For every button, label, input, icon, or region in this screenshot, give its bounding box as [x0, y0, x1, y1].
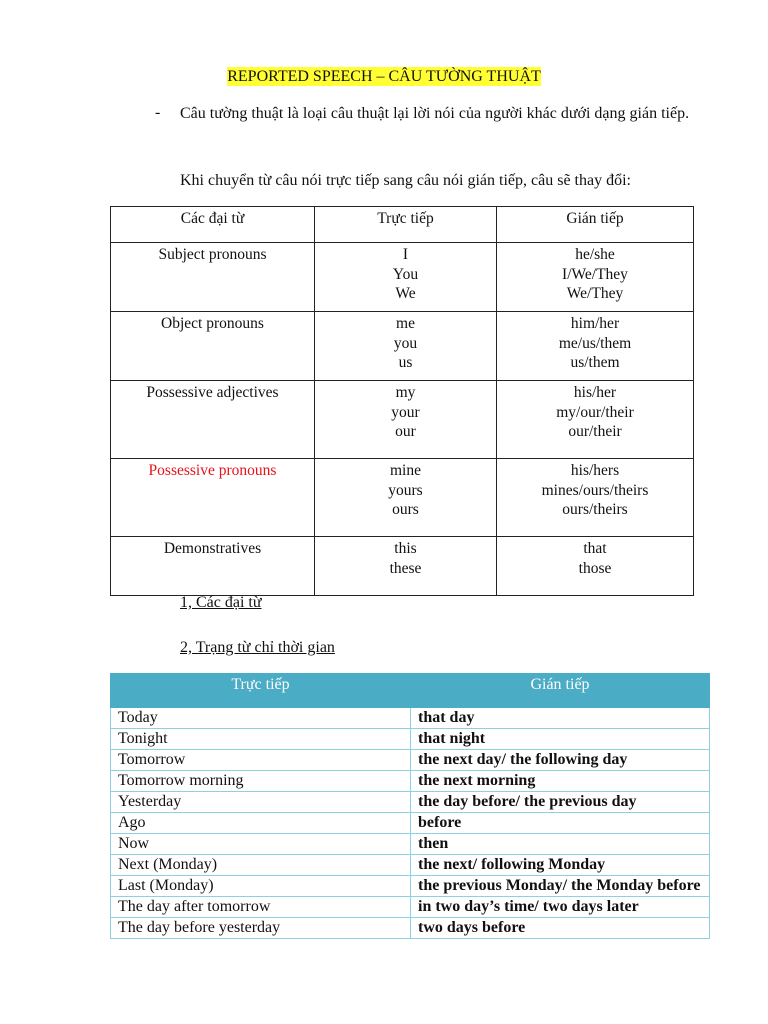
category-cell: Object pronouns	[111, 312, 315, 381]
table-row	[111, 834, 710, 855]
indirect-value: he/she	[575, 246, 615, 263]
indirect-value: his/her	[573, 384, 617, 401]
direct-value: You	[392, 265, 419, 283]
indirect-value: him/her	[570, 315, 620, 332]
direct-value: us	[398, 354, 413, 371]
table-row	[111, 312, 694, 381]
header-cell-direct: Trực tiếp	[315, 207, 497, 243]
direct-cell: Yesterday	[111, 792, 411, 813]
direct-cell: Last (Monday)	[111, 876, 411, 897]
indirect-value: his/hers	[570, 462, 620, 479]
indirect-value: those	[578, 559, 612, 577]
direct-value: our	[395, 423, 416, 440]
pronoun-table	[110, 206, 694, 596]
indirect-value: mines/ours/theirs	[541, 481, 649, 499]
title-container	[0, 68, 768, 86]
indirect-cell: the next/ following Monday	[411, 855, 710, 876]
definition-text: Câu tường thuật là loại câu thuật lại lời nói của người khác dưới dạng gián tiếp.	[180, 105, 690, 122]
direct-value: I	[402, 246, 409, 263]
header-cell-categories: Các đại từ	[111, 207, 315, 243]
direct-cell: Tonight	[111, 729, 411, 750]
header-cell-indirect: Gián tiếp	[497, 207, 694, 243]
table-row	[111, 918, 710, 939]
section-heading-pronouns: 1, Các đại từ	[180, 594, 262, 611]
indirect-value: my/our/their	[556, 403, 634, 421]
table-row	[111, 855, 710, 876]
indirect-value: me/us/them	[558, 334, 632, 352]
table-row	[111, 729, 710, 750]
direct-value: mine	[390, 462, 421, 479]
direct-value: We	[395, 285, 416, 302]
direct-cell	[315, 243, 497, 312]
direct-cell	[315, 312, 497, 381]
indirect-cell: that day	[411, 708, 710, 729]
table-row	[111, 537, 694, 596]
change-note-text: Khi chuyển từ câu nói trực tiếp sang câu nói gián tiếp, câu sẽ thay đổi:	[180, 172, 631, 189]
pronoun-table-header-row	[111, 207, 694, 243]
indirect-value: We/They	[566, 285, 624, 302]
indirect-cell: the next day/ the following day	[411, 750, 710, 771]
direct-value: my	[395, 384, 416, 401]
header-cell-indirect: Gián tiếp	[411, 674, 710, 708]
page-title: REPORTED SPEECH – CÂU TƯỜNG THUẬT	[227, 68, 541, 85]
table-row	[111, 771, 710, 792]
direct-value: yours	[388, 481, 423, 499]
category-cell-highlighted: Possessive pronouns	[111, 459, 315, 537]
indirect-cell: then	[411, 834, 710, 855]
direct-value: me	[396, 315, 415, 332]
direct-cell: Today	[111, 708, 411, 729]
indirect-cell	[497, 243, 694, 312]
table-row	[111, 750, 710, 771]
direct-cell: The day after tomorrow	[111, 897, 411, 918]
header-cell-direct: Trực tiếp	[111, 674, 411, 708]
section-heading-time-adverbs: 2, Trạng từ chỉ thời gian	[180, 639, 335, 656]
table-row	[111, 792, 710, 813]
indirect-value: us/them	[570, 354, 620, 371]
direct-cell	[315, 537, 497, 596]
table-row	[111, 459, 694, 537]
indirect-cell: that night	[411, 729, 710, 750]
direct-cell: Next (Monday)	[111, 855, 411, 876]
indirect-value: I/We/They	[562, 265, 628, 283]
indirect-cell: the next morning	[411, 771, 710, 792]
indirect-cell	[497, 459, 694, 537]
category-cell: Possessive adjectives	[111, 381, 315, 459]
indirect-value: our/their	[568, 423, 622, 440]
direct-cell: Now	[111, 834, 411, 855]
direct-value: you	[393, 334, 418, 352]
table-row	[111, 708, 710, 729]
indirect-cell: before	[411, 813, 710, 834]
direct-value: ours	[392, 501, 419, 518]
indirect-cell	[497, 381, 694, 459]
direct-cell: Ago	[111, 813, 411, 834]
indirect-cell: two days before	[411, 918, 710, 939]
time-adverb-table	[110, 673, 710, 939]
table-row	[111, 897, 710, 918]
direct-cell: Tomorrow	[111, 750, 411, 771]
indirect-cell: the day before/ the previous day	[411, 792, 710, 813]
direct-value: these	[389, 559, 422, 577]
indirect-cell: in two day’s time/ two days later	[411, 897, 710, 918]
bullet-marker: -	[155, 104, 161, 121]
category-cell: Demonstratives	[111, 537, 315, 596]
direct-cell: Tomorrow morning	[111, 771, 411, 792]
table-row	[111, 813, 710, 834]
table-row	[111, 381, 694, 459]
indirect-cell	[497, 312, 694, 381]
category-cell: Subject pronouns	[111, 243, 315, 312]
indirect-value: ours/theirs	[562, 501, 628, 518]
indirect-value: that	[583, 540, 607, 557]
direct-value: this	[394, 540, 417, 557]
time-table-header-row	[111, 674, 710, 708]
direct-cell: The day before yesterday	[111, 918, 411, 939]
table-row	[111, 876, 710, 897]
indirect-cell: the previous Monday/ the Monday before	[411, 876, 710, 897]
indirect-cell	[497, 537, 694, 596]
direct-value: your	[391, 403, 420, 421]
table-row	[111, 243, 694, 312]
direct-cell	[315, 459, 497, 537]
direct-cell	[315, 381, 497, 459]
